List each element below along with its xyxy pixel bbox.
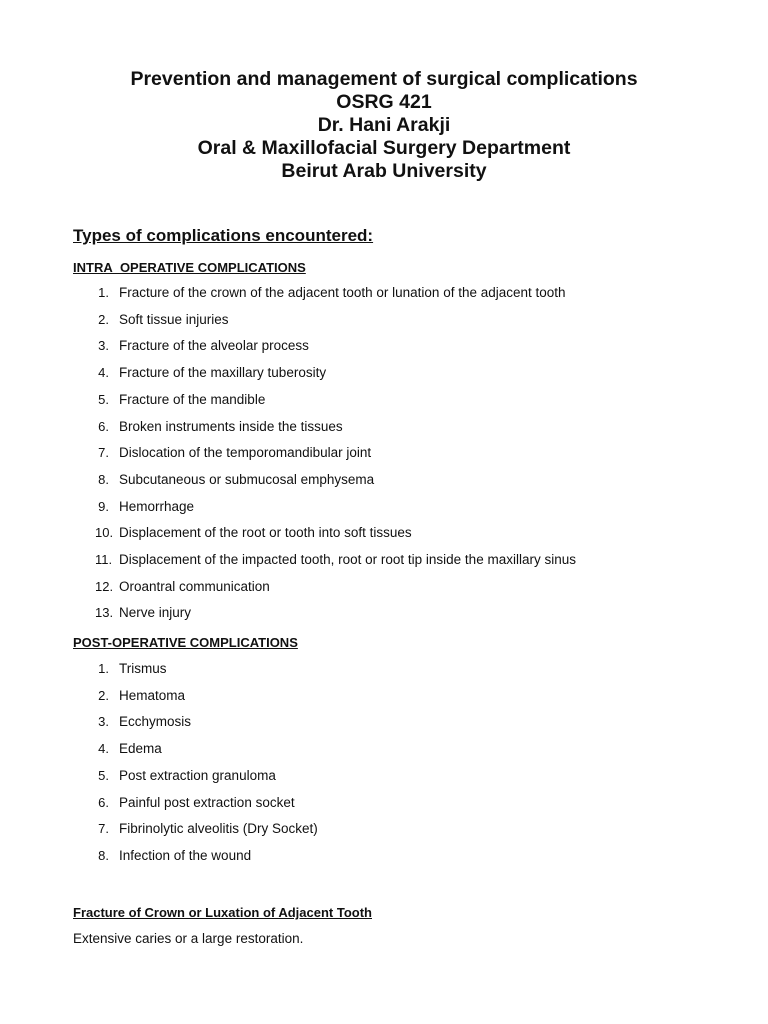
list-item-text: Displacement of the impacted tooth, root or root tip inside the maxillary sinus bbox=[119, 552, 576, 567]
list-item-number: 4. bbox=[98, 365, 109, 381]
list-item-number: 9. bbox=[98, 498, 109, 514]
list-item-text: Broken instruments inside the tissues bbox=[119, 418, 343, 434]
list-item-number: 2. bbox=[98, 687, 109, 703]
list-item-text: Nerve injury bbox=[119, 605, 192, 621]
list-item-number: 3. bbox=[98, 338, 109, 354]
list-item-text: Oroantral communication bbox=[119, 578, 270, 594]
list-item-text: Soft tissue injuries bbox=[119, 311, 229, 327]
list-item-number: 8. bbox=[98, 847, 109, 863]
list-item-number: 1. bbox=[98, 285, 109, 300]
list-item-number: 6. bbox=[98, 418, 109, 434]
section-heading: Fracture of Crown or Luxation of Adjacent Tooth bbox=[73, 905, 372, 920]
list-item-text: Dislocation of the temporomandibular joint bbox=[119, 445, 372, 461]
types-heading: Types of complications encountered: bbox=[73, 226, 374, 245]
list-item-text: Fracture of the maxillary tuberosity bbox=[119, 365, 327, 381]
list-item-text: Infection of the wound bbox=[119, 847, 252, 863]
list-item-number: 4. bbox=[98, 741, 109, 757]
list-item-number: 6. bbox=[98, 794, 109, 810]
title-line: Prevention and management of surgical complications bbox=[130, 68, 638, 90]
university-name: Beirut Arab University bbox=[281, 160, 487, 182]
list-item-number: 3. bbox=[98, 714, 109, 730]
list-item-text: Fracture of the alveolar process bbox=[119, 338, 309, 354]
document-title bbox=[0, 68, 768, 183]
author-name: Dr. Hani Arakji bbox=[317, 114, 451, 136]
list-item-number: 10. bbox=[95, 525, 114, 541]
list-item-text: Post extraction granuloma bbox=[119, 767, 276, 783]
list-item-text: Ecchymosis bbox=[119, 714, 192, 730]
list-item-text: Painful post extraction socket bbox=[119, 794, 295, 810]
intra-operative-heading: INTRA_OPERATIVE COMPLICATIONS bbox=[73, 260, 306, 275]
section-paragraph: Extensive caries or a large restoration. bbox=[73, 931, 304, 946]
list-item-text: Hematoma bbox=[119, 687, 186, 703]
list-item-text: Fracture of the mandible bbox=[119, 391, 266, 407]
list-item-number: 12. bbox=[95, 578, 114, 594]
list-item-text: Displacement of the root or tooth into soft tissues bbox=[119, 525, 412, 541]
list-item-number: 5. bbox=[98, 391, 109, 407]
list-item-text: Trismus bbox=[119, 661, 167, 676]
list-item-number: 8. bbox=[98, 471, 109, 487]
list-item-number: 7. bbox=[98, 821, 109, 837]
department-name: Oral & Maxillofacial Surgery Department bbox=[197, 137, 571, 159]
list-item-number: 7. bbox=[98, 445, 109, 461]
list-item-number: 5. bbox=[98, 767, 109, 783]
post-operative-heading: POST-OPERATIVE COMPLICATIONS bbox=[73, 635, 298, 650]
list-item-text: Edema bbox=[119, 741, 162, 757]
list-item-text: Subcutaneous or submucosal emphysema bbox=[119, 471, 375, 487]
list-item-text: Hemorrhage bbox=[119, 498, 195, 514]
list-item-number: 13. bbox=[95, 605, 114, 621]
course-code: OSRG 421 bbox=[336, 91, 432, 113]
list-item-text: Fibrinolytic alveolitis (Dry Socket) bbox=[119, 821, 318, 837]
list-item-number: 2. bbox=[98, 311, 109, 327]
list-item-number: 11. bbox=[95, 552, 113, 567]
list-item-text: Fracture of the crown of the adjacent tooth or lunation of the adjacent tooth bbox=[119, 285, 566, 300]
list-item-number: 1. bbox=[98, 661, 109, 676]
